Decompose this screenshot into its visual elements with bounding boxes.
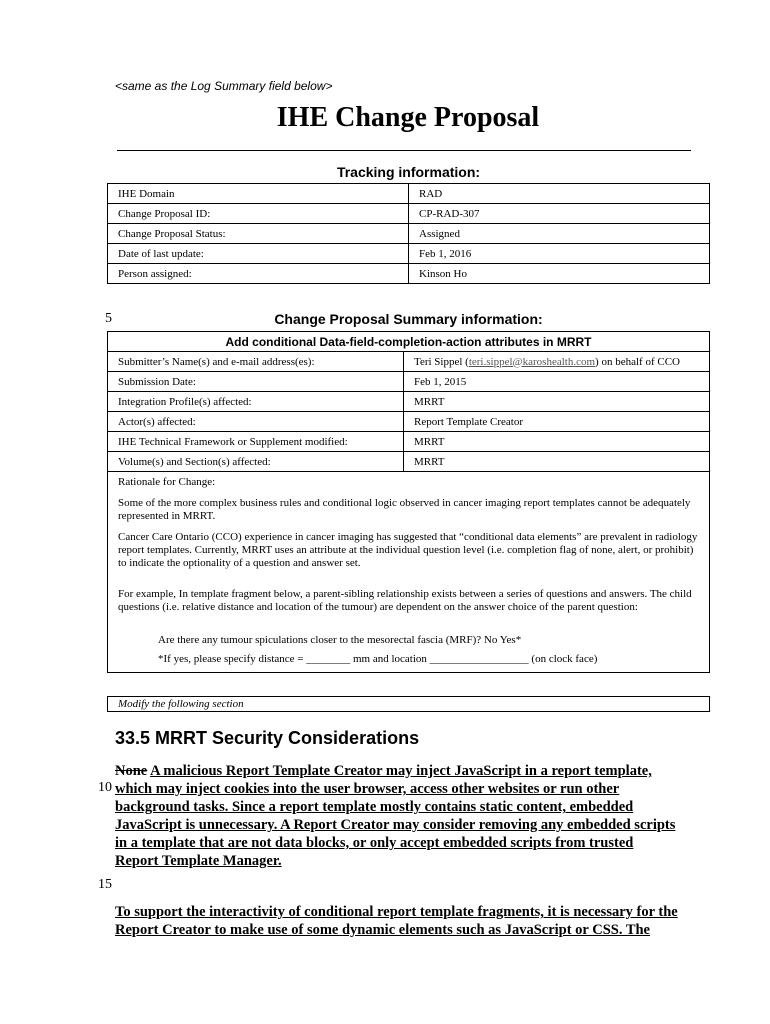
example-question: *If yes, please specify distance = ________ mm and location __________________ (on clock face) xyxy=(158,653,598,665)
table-row xyxy=(108,352,710,372)
summary-label: Volume(s) and Section(s) affected: xyxy=(108,452,404,472)
summary-heading: Change Proposal Summary information: xyxy=(274,311,543,327)
summary-value: Report Template Creator xyxy=(404,412,710,432)
table-row xyxy=(108,392,710,412)
summary-value: Feb 1, 2015 xyxy=(404,372,710,392)
inserted-text: JavaScript is unnecessary. A Report Creator may consider removing any embedded scripts xyxy=(115,817,676,833)
summary-table-title: Add conditional Data-field-completion-action attributes in MRRT xyxy=(108,332,710,352)
summary-value xyxy=(404,352,710,372)
rationale-cell xyxy=(108,472,710,673)
inserted-text: background tasks. Since a report template mostly contains static content, embedded xyxy=(115,799,634,815)
summary-table xyxy=(107,331,710,673)
line-number: 10 xyxy=(98,780,112,795)
example-question: Are there any tumour spiculations closer to the mesorectal fascia (MRF)? No Yes* xyxy=(158,634,522,646)
tracking-label: IHE Domain xyxy=(108,184,409,204)
page-title: IHE Change Proposal xyxy=(276,102,540,133)
summary-label: IHE Technical Framework or Supplement modified: xyxy=(108,432,404,452)
deleted-text: None xyxy=(115,763,148,779)
table-row xyxy=(108,372,710,392)
table-row xyxy=(108,244,710,264)
tracking-table xyxy=(107,183,710,284)
rationale-paragraph: Some of the more complex business rules and conditional logic observed in cancer imaging report templates cannot be adequately represented in MRRT. xyxy=(118,497,691,522)
table-row xyxy=(108,332,710,352)
rationale-paragraph: Cancer Care Ontario (CCO) experience in cancer imaging has suggested that “conditional data elements” are prevalent in radiology report templates. Currently, MRRT uses an attribute at the individual question level (i.e. completion flag of none, alert, or prohibit) to indicate the optionality of a question and answer set. xyxy=(118,531,698,569)
title-divider xyxy=(117,150,691,151)
inserted-text: which may inject cookies into the user browser, access other websites or run other xyxy=(115,781,620,797)
summary-value: MRRT xyxy=(404,432,710,452)
table-row xyxy=(108,204,710,224)
tracking-heading: Tracking information: xyxy=(336,164,481,180)
submitter-suffix: ) on behalf of CCO xyxy=(595,355,680,368)
inserted-text: Report Creator to make use of some dynamic elements such as JavaScript or CSS. The xyxy=(115,922,650,938)
table-row xyxy=(108,452,710,472)
tracking-value: Kinson Ho xyxy=(409,264,710,284)
summary-label: Actor(s) affected: xyxy=(108,412,404,432)
rationale-label: Rationale for Change: xyxy=(118,476,216,488)
inserted-text: A malicious Report Template Creator may inject JavaScript in a report template, xyxy=(150,763,652,779)
line-number: 5 xyxy=(105,311,112,326)
table-row xyxy=(108,184,710,204)
interactivity-paragraph xyxy=(115,903,715,939)
inserted-text: To support the interactivity of conditional report template fragments, it is necessary for the xyxy=(115,904,678,920)
section-heading: 33.5 MRRT Security Considerations xyxy=(115,728,420,748)
rationale-paragraph: For example, In template fragment below, a parent-sibling relationship exists between a series of questions and answers. The child questions (i.e. relative distance and location of the tumour) are dependent on the answer choice of the parent question: xyxy=(118,588,692,613)
modify-note: Modify the following section xyxy=(107,696,710,712)
inserted-text: Report Template Manager. xyxy=(115,853,282,869)
line-number: 15 xyxy=(98,877,112,892)
table-row xyxy=(108,472,710,673)
log-summary-note: <same as the Log Summary field below> xyxy=(115,79,333,93)
table-row xyxy=(108,432,710,452)
table-row xyxy=(108,412,710,432)
tracking-value: CP-RAD-307 xyxy=(409,204,710,224)
submitter-email-link[interactable]: teri.sippel@karoshealth.com xyxy=(468,355,596,368)
tracking-label: Person assigned: xyxy=(108,264,409,284)
submitter-name: Teri Sippel ( xyxy=(414,355,469,368)
tracking-label: Change Proposal ID: xyxy=(108,204,409,224)
tracking-value: Assigned xyxy=(409,224,710,244)
table-row xyxy=(108,224,710,244)
security-paragraph xyxy=(115,762,715,870)
summary-label: Submission Date: xyxy=(108,372,404,392)
tracking-label: Date of last update: xyxy=(108,244,409,264)
summary-value: MRRT xyxy=(404,452,710,472)
table-row xyxy=(108,264,710,284)
summary-label: Integration Profile(s) affected: xyxy=(108,392,404,412)
tracking-value: RAD xyxy=(409,184,710,204)
tracking-label: Change Proposal Status: xyxy=(108,224,409,244)
summary-value: MRRT xyxy=(404,392,710,412)
inserted-text: in a template that are not data blocks, or only accept embedded scripts from trusted xyxy=(115,835,634,851)
summary-label: Submitter’s Name(s) and e-mail address(es): xyxy=(108,352,404,372)
tracking-value: Feb 1, 2016 xyxy=(409,244,710,264)
